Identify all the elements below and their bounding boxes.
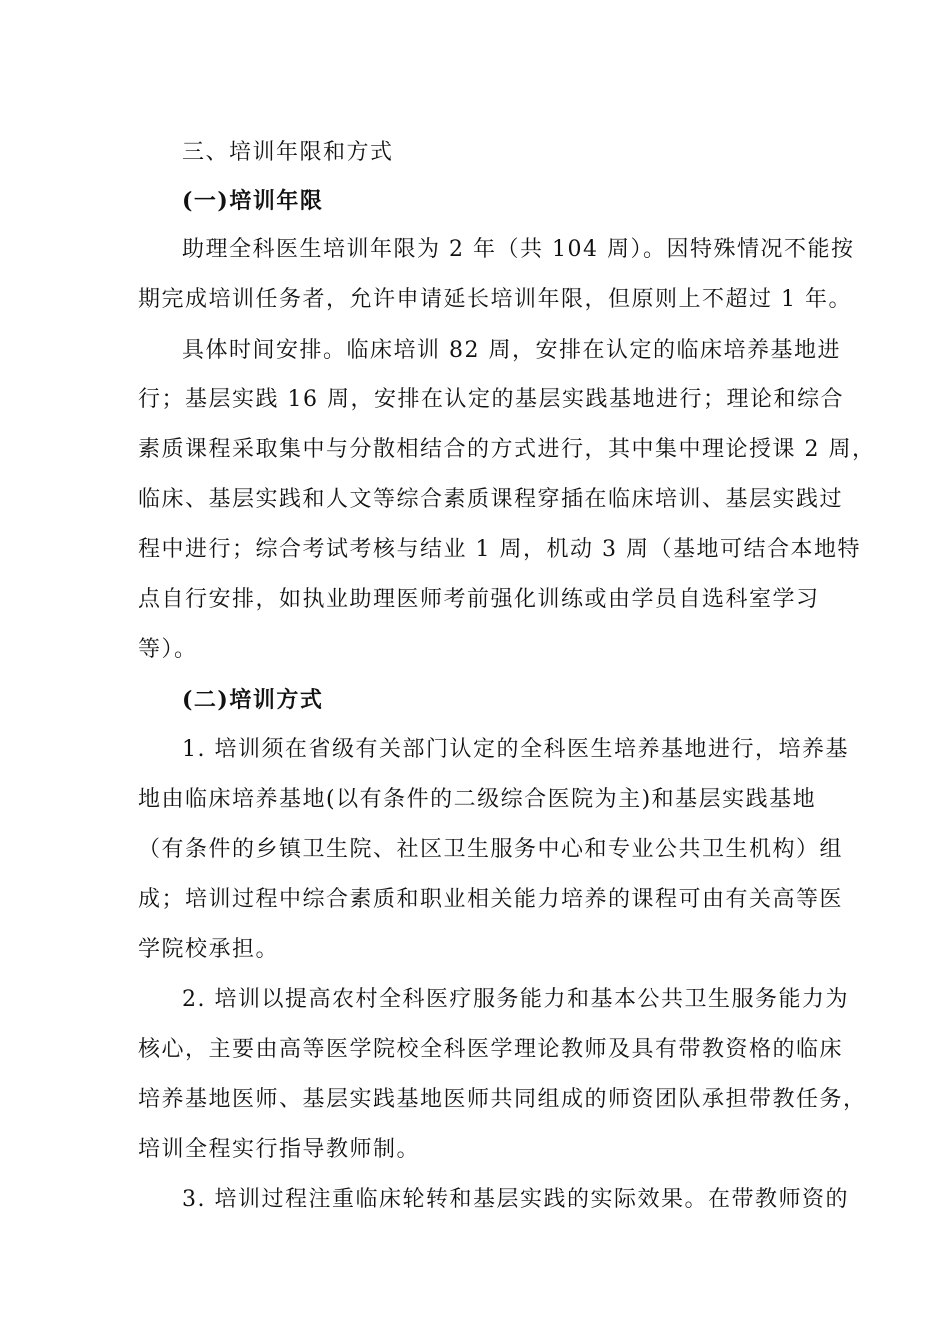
paragraph-line: 程中进行；综合考试考核与结业 1 周，机动 3 周（基地可结合本地特	[138, 537, 861, 562]
subsection-heading-1: (一)培训年限	[182, 188, 324, 214]
paragraph-line: 点自行安排，如执业助理医师考前强化训练或由学员自选科室学习	[138, 587, 820, 612]
paragraph-line: 临床、基层实践和人文等综合素质课程穿插在临床培训、基层实践过	[138, 487, 844, 512]
paragraph-line: 等）。	[138, 637, 198, 662]
paragraph-line: 助理全科医生培训年限为 2 年（共 104 周）。因特殊情况不能按	[182, 237, 855, 262]
paragraph-line: 培训全程实行指导教师制。	[138, 1137, 421, 1162]
paragraph-line: 核心，主要由高等医学院校全科医学理论教师及具有带教资格的临床	[138, 1037, 844, 1062]
subsection-heading-2: (二)培训方式	[182, 687, 324, 713]
section-title: 三、培训年限和方式	[182, 140, 394, 165]
paragraph-line: 2. 培训以提高农村全科医疗服务能力和基本公共卫生服务能力为	[182, 987, 849, 1012]
paragraph-line: 培养基地医师、基层实践基地医师共同组成的师资团队承担带教任务，	[138, 1087, 867, 1112]
paragraph-line: 具体时间安排。临床培训 82 周，安排在认定的临床培养基地进	[182, 338, 841, 363]
paragraph-line: 3. 培训过程注重临床轮转和基层实践的实际效果。在带教师资的	[182, 1187, 849, 1212]
paragraph-line: （有条件的乡镇卫生院、社区卫生服务中心和专业公共卫生机构）组	[138, 837, 844, 862]
paragraph-line: 素质课程采取集中与分散相结合的方式进行，其中集中理论授课 2 周，	[138, 437, 876, 462]
paragraph-line: 期完成培训任务者，允许申请延长培训年限，但原则上不超过 1 年。	[138, 287, 852, 312]
paragraph-line: 成；培训过程中综合素质和职业相关能力培养的课程可由有关高等医	[138, 887, 844, 912]
paragraph-line: 学院校承担。	[138, 937, 280, 962]
paragraph-line: 地由临床培养基地(以有条件的二级综合医院为主)和基层实践基地	[138, 787, 817, 812]
paragraph-line: 行；基层实践 16 周，安排在认定的基层实践基地进行；理论和综合	[138, 387, 844, 412]
paragraph-line: 1. 培训须在省级有关部门认定的全科医生培养基地进行，培养基	[182, 737, 849, 762]
